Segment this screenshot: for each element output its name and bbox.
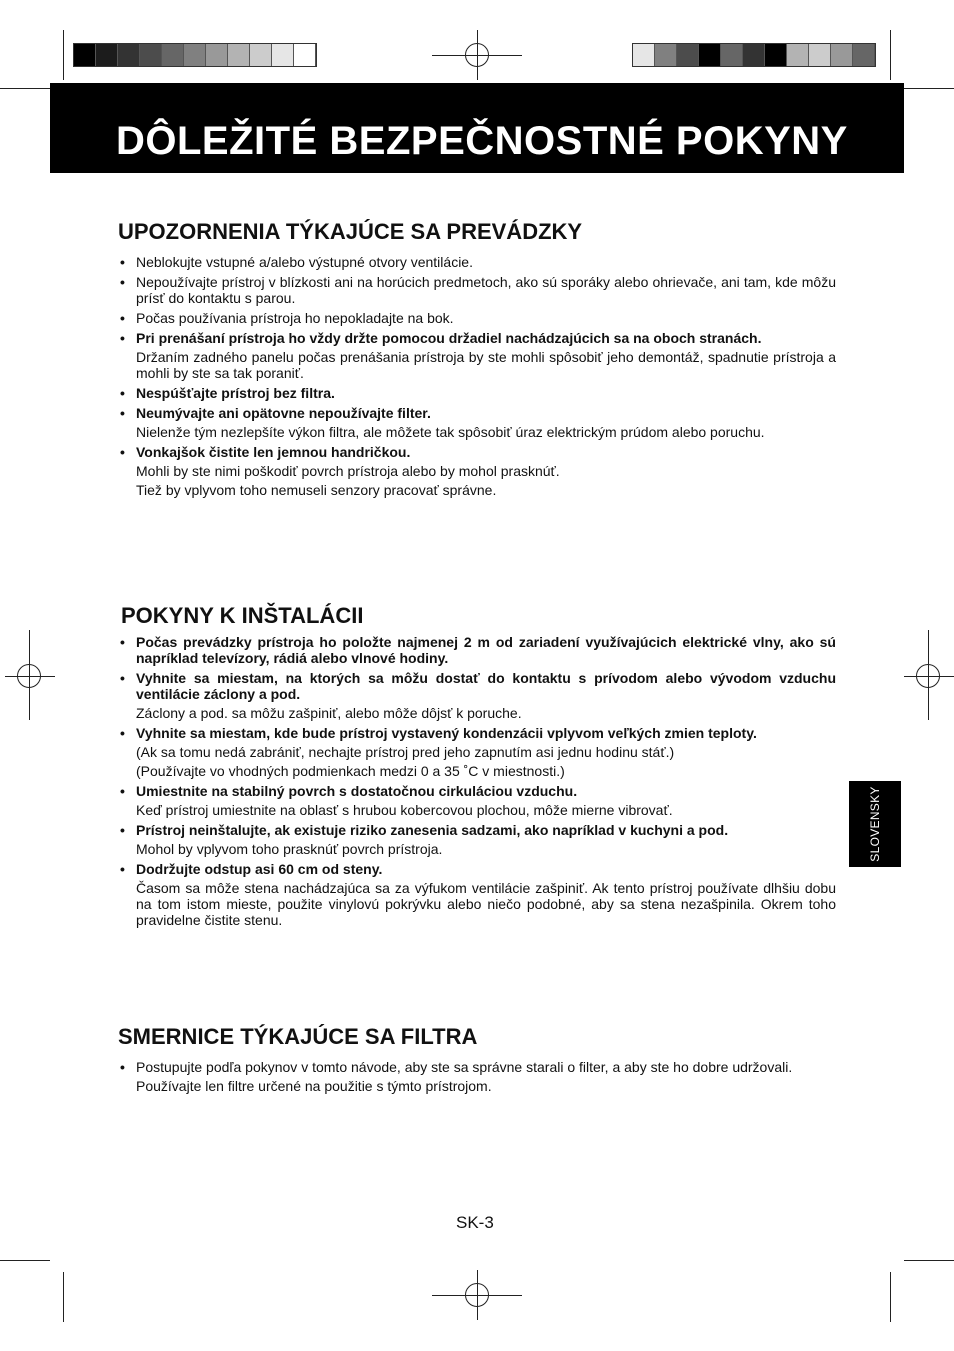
list-item-note: Mohol by vplyvom toho prasknúť povrch prístroja. xyxy=(136,841,443,857)
color-calibration-strip-left xyxy=(73,43,317,67)
list-item: • Vyhnite sa miestam, kde bude prístroj vystavený kondenzácii vplyvom veľkých zmien teploty. xyxy=(118,725,836,741)
list-item-note: Záclony a pod. sa môžu zašpiniť, alebo môže dôjsť k poruche. xyxy=(136,705,522,721)
section-installation xyxy=(121,604,836,932)
language-tab-label: SLOVENSKY xyxy=(868,786,882,862)
list-item: • Vyhnite sa miestam, na ktorých sa môžu dostať do kontaktu s prívodom alebo vývodom vzduchu ventilácie záclony a pod. xyxy=(118,670,836,702)
list-item-note: Keď prístroj umiestnite na oblasť s hrubou kobercovou plochou, môže mierne vibrovať. xyxy=(136,802,673,818)
list-item: • Pri prenášaní prístroja ho vždy držte pomocou držadiel nachádzajúcich sa na oboch stranách. xyxy=(118,330,836,346)
list-item: • Vonkajšok čistite len jemnou handričkou. xyxy=(118,444,836,460)
section-heading-operation: UPOZORNENIA TÝKAJÚCE SA PREVÁDZKY xyxy=(118,219,583,244)
color-calibration-strip-right xyxy=(632,43,876,67)
section-heading-installation: POKYNY K INŠTALÁCII xyxy=(121,603,364,628)
operation-list xyxy=(118,254,836,498)
list-item: • Prístroj neinštalujte, ak existuje riziko zanesenia sadzami, ako napríklad v kuchyni a pod. xyxy=(118,822,836,838)
list-item: • Počas prevádzky prístroja ho položte najmenej 2 m od zariadení využívajúcich elektrické vlny, ako sú napríklad televízory, rádiá alebo vlnové hodiny. xyxy=(118,634,836,666)
section-heading-filter: SMERNICE TÝKAJÚCE SA FILTRA xyxy=(118,1024,478,1049)
list-item-note: (Používajte vo vhodných podmienkach medzi 0 a 35 ˚C v miestnosti.) xyxy=(136,763,565,779)
list-item-note: (Ak sa tomu nedá zabrániť, nechajte prístroj pred jeho zapnutím asi jednu hodinu stáť.) xyxy=(136,744,675,760)
list-item-note: Časom sa môže stena nachádzajúca sa za výfukom ventilácie zašpiniť. Ak tento prístroj používate dlhšiu dobu na tom istom mieste, použite vinylovú pokrývku alebo niečo podobné, aby sa stena nezašpinila. Okrem toho pravidelne čistite stenu. xyxy=(136,880,836,928)
section-filter xyxy=(118,1025,836,1098)
list-item: • Neumývajte ani opätovne nepoužívajte filter. xyxy=(118,405,836,421)
section-operation xyxy=(118,220,836,502)
list-item: • Nespúšťajte prístroj bez filtra. xyxy=(118,385,836,401)
language-tab xyxy=(849,781,901,867)
list-item-note: Držaním zadného panelu počas prenášania prístroja by ste mohli spôsobiť jeho demontáž, spadnutie prístroja a mohli by ste sa tak poraniť. xyxy=(136,349,836,381)
list-item: • Umiestnite na stabilný povrch s dostatočnou cirkuláciou vzduchu. xyxy=(118,783,836,799)
list-item-note: Nielenže tým nezlepšíte výkon filtra, ale môžete tak spôsobiť úraz elektrickým prúdom alebo poruchu. xyxy=(136,424,765,440)
list-item: • Počas používania prístroja ho nepokladajte na bok. xyxy=(118,310,836,326)
list-item-note: Tiež by vplyvom toho nemuseli senzory pracovať správne. xyxy=(136,482,497,498)
list-item-note: Mohli by ste nimi poškodiť povrch prístroja alebo by mohol prasknúť. xyxy=(136,463,560,479)
list-item: • Neblokujte vstupné a/alebo výstupné otvory ventilácie. xyxy=(118,254,836,270)
page-number: SK-3 xyxy=(456,1213,494,1232)
filter-list xyxy=(118,1059,836,1094)
list-item: • Nepoužívajte prístroj v blízkosti ani na horúcich predmetoch, ako sú sporáky alebo ohrievače, ani tam, kde môžu prísť do kontaktu s parou. xyxy=(118,274,836,306)
page-title: DÔLEŽITÉ BEZPEČNOSTNÉ POKYNY xyxy=(116,119,848,163)
list-item: • Postupujte podľa pokynov v tomto návode, aby ste sa správne starali o filter, a aby ste ho dobre udržovali. xyxy=(118,1059,836,1075)
list-item-note: Používajte len filtre určené na použitie s týmto prístrojom. xyxy=(136,1078,492,1094)
installation-list xyxy=(118,634,836,928)
list-item: • Dodržujte odstup asi 60 cm od steny. xyxy=(118,861,836,877)
title-banner xyxy=(50,83,904,173)
